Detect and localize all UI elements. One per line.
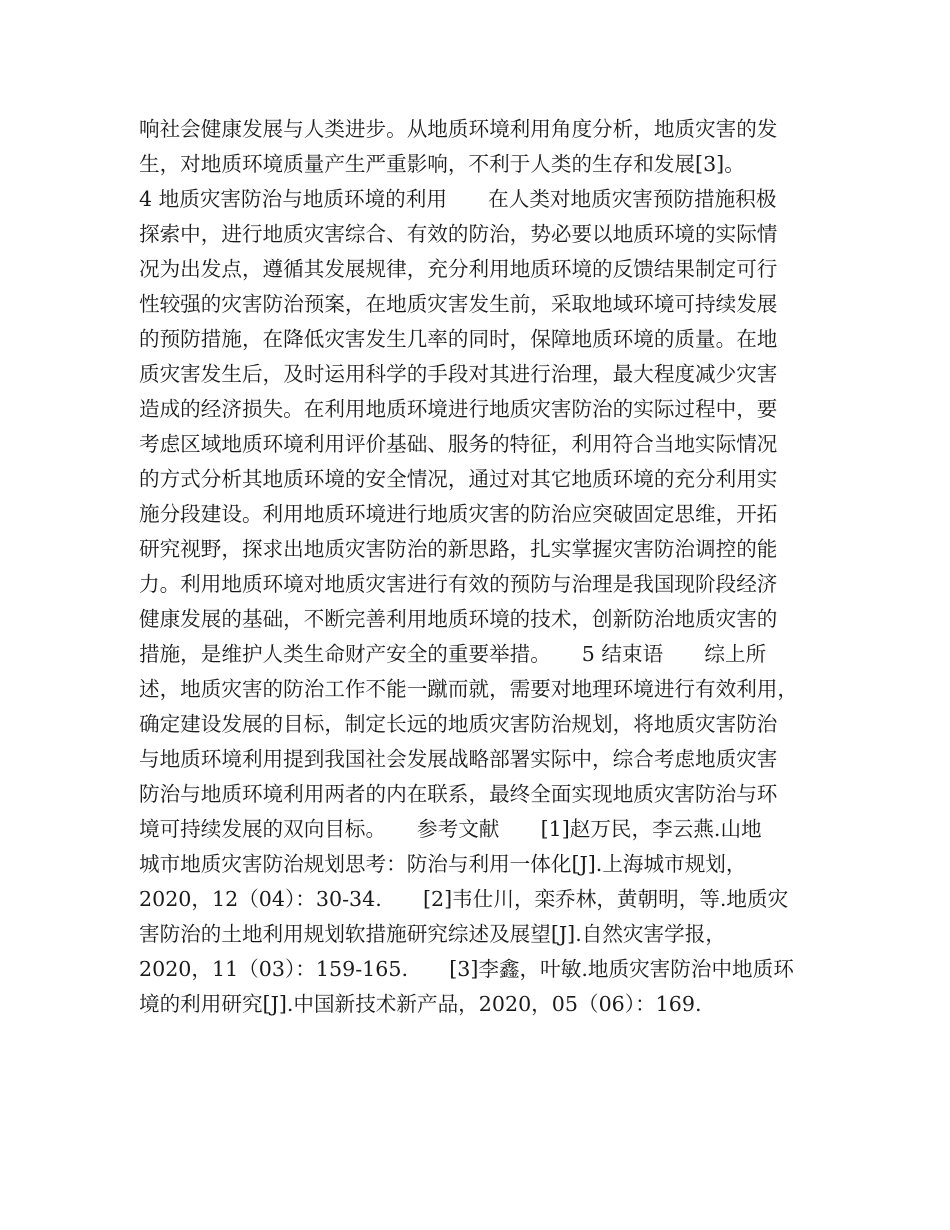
text-line: 质灾害发生后，及时运用科学的手段对其进行治理，最大程度减少灾害 <box>139 362 778 386</box>
text-line: 研究视野，探求出地质灾害防治的新思路，扎实掌握灾害防治调控的能 <box>139 537 778 561</box>
references-heading-line: 境可持续发展的双向目标。 参考文献 [1]赵万民，李云燕.山地 <box>139 817 762 841</box>
reference-line: 2020，11（03）：159-165. [3]李鑫，叶敏.地质灾害防治中地质环 <box>139 957 794 981</box>
text-line: 造成的经济损失。在利用地质环境进行地质灾害防治的实际过程中，要 <box>139 397 778 421</box>
text-line: 健康发展的基础，不断完善利用地质环境的技术，创新防治地质灾害的 <box>139 607 778 631</box>
text-line: 力。利用地质环境对地质灾害进行有效的预防与治理是我国现阶段经济 <box>139 572 778 596</box>
reference-line: 境的利用研究[J].中国新技术新产品，2020，05（06）：169. <box>139 992 702 1016</box>
reference-line: 2020，12（04）：30-34. [2]韦仕川，栾乔林，黄朝明，等.地质灾 <box>139 887 789 911</box>
text-line: 考虑区域地质环境利用评价基础、服务的特征，利用符合当地实际情况 <box>139 432 778 456</box>
text-line: 性较强的灾害防治预案，在地质灾害发生前，采取地域环境可持续发展 <box>139 292 778 316</box>
text-line: 防治与地质环境利用两者的内在联系，最终全面实现地质灾害防治与环 <box>139 782 778 806</box>
text-line: 的预防措施，在降低灾害发生几率的同时，保障地质环境的质量。在地 <box>139 327 778 351</box>
text-line: 生，对地质环境质量产生严重影响，不利于人类的生存和发展[3]。 <box>139 152 745 176</box>
section-heading-line: 4 地质灾害防治与地质环境的利用 在人类对地质灾害预防措施积极 <box>139 187 777 211</box>
text-line: 施分段建设。利用地质环境进行地质灾害的防治应突破固定思维，开拓 <box>139 502 778 526</box>
reference-line: 害防治的土地利用规划软措施研究综述及展望[J].自然灾害学报， <box>139 922 726 946</box>
text-line: 述，地质灾害的防治工作不能一蹴而就，需要对地理环境进行有效利用， <box>139 677 798 701</box>
text-line: 确定建设发展的目标，制定长远的地质灾害防治规划，将地质灾害防治 <box>139 712 778 736</box>
text-line: 况为出发点，遵循其发展规律，充分利用地质环境的反馈结果制定可行 <box>139 257 778 281</box>
text-line: 的方式分析其地质环境的安全情况，通过对其它地质环境的充分利用实 <box>139 467 778 491</box>
reference-line: 城市地质灾害防治规划思考：防治与利用一体化[J].上海城市规划， <box>139 852 747 876</box>
text-line: 探索中，进行地质灾害综合、有效的防治，势必要以地质环境的实际情 <box>139 222 778 246</box>
text-line: 响社会健康发展与人类进步。从地质环境利用角度分析，地质灾害的发 <box>139 117 778 141</box>
body-text <box>139 112 839 1022</box>
text-line: 与地质环境利用提到我国社会发展战略部署实际中，综合考虑地质灾害 <box>139 747 778 771</box>
section-heading-line: 措施，是维护人类生命财产安全的重要举措。 5 结束语 综上所 <box>139 642 767 666</box>
